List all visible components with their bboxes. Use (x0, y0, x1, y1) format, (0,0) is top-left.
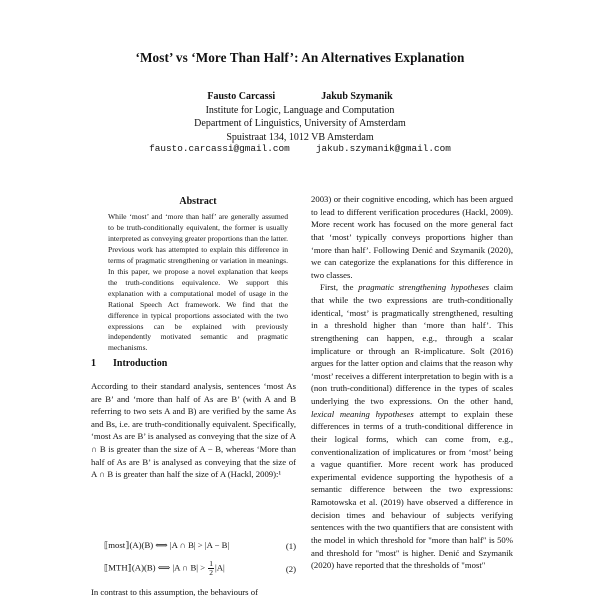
section-heading-introduction (91, 358, 296, 369)
abstract-heading: Abstract (179, 196, 217, 207)
author-2: Jakub Szymanik (321, 91, 393, 102)
author-names (0, 90, 600, 104)
fraction-numerator: 1 (209, 559, 214, 568)
equation-1-expression: ⟦most⟧(A)(B) ⟺ |A ∩ B| > |A − B| (104, 540, 230, 550)
section-title: Introduction (113, 358, 168, 369)
affiliation-address: Spuistraat 134, 1012 VB Amsterdam (226, 131, 374, 143)
intro-continuation: In contrast to this assumption, the behaviours of (91, 587, 258, 597)
equation-2-expression (91, 560, 282, 577)
section-number: 1 (91, 358, 96, 369)
equation-2-rhs: |A| (215, 562, 225, 573)
intro-paragraph: According to their standard analysis, sentences ‘most As are B’ and ‘more than half of As are B’ (with A and B referring to two sets A and B) are verified by the same As and Bs, i.e. are truth-conditionally equivalent. Specifically, ‘most As are B’ is analysed as conveying that the size of A ∩ B is greater than the size of A − B, whereas ‘More than half of As are B’ is analysed as conveying that the size of A ∩ B is greater than half the size of A (Hackl, 2009):¹ (91, 381, 296, 480)
email-1: fausto.carcassi@gmail.com (149, 143, 290, 154)
email-2: jakub.szymanik@gmail.com (315, 143, 451, 154)
right-paragraph-1: 2003) or their cognitive encoding, which has been argued to lead to different verification procedures (Hackl, 2009). More recent work has focused on the more general fact that ‘most’ typically conveys proportions higher than ‘more than half’. Following Denić and Szymanik (2020), we can categorize the explanations for this difference in two classes. (311, 194, 513, 280)
paper-title: ‘Most’ vs ‘More Than Half’: An Alternatives Explanation (135, 50, 465, 65)
term-pragmatic-strengthening: pragmatic strengthening hypotheses (358, 282, 489, 293)
abstract-text: While ‘most’ and ‘more than half’ are generally assumed to be truth-conditionally equivalent, the former is usually interpreted as conveying greater proportions than the latter. Previous work has attempted to explain this difference in terms of pragmatic strengthening or variation in meanings. In this paper, we propose a novel explanation that keeps the truth-conditions equivalence. We support this explanation with a computational model of usage in the Rational Speech Act framework. We find that the difference in typical proportions associated with the two expressions can be explained with previously independently motivated semantic and pragmatic mechanisms. (108, 212, 288, 353)
right-paragraph-2 (311, 281, 513, 571)
para2-text-c: attempt to explain these differences in terms of a truth-conditional difference in their logical forms, which can come from, e.g., conventionalization of implicatures or from ‘most’ being a vague quantifier. More recent work has produced experimental evidence supporting the hypothesis of a semantic difference between the two expressions: Ramotowska et al. (2019) have observed a difference in decision times and behaviour of subjects verifying sentences with the two quantifiers that are consistent with the model in which threshold for "more than half" is 50% and threshold for "most" is higher. Denić and Szymanik (2020) have reported that the thresholds of "most" (311, 408, 513, 571)
para2-text-a: First, the (320, 282, 359, 293)
equation-1-number: (1) (285, 540, 296, 551)
equation-2-number: (2) (285, 563, 296, 574)
affiliation-department: Department of Linguistics, University of Amsterdam (194, 118, 406, 130)
author-block (0, 90, 600, 144)
affiliation-institute: Institute for Logic, Language and Computation (205, 104, 395, 116)
equation-2 (91, 560, 296, 577)
equation-2-fraction (208, 560, 214, 577)
author-1: Fausto Carcassi (207, 91, 276, 102)
equation-1 (91, 540, 296, 551)
author-emails (0, 143, 600, 154)
para2-text-b: claim that while the two expressions are truth-conditionally identical, ‘most’ is pragmatically strengthened, resulting in a threshold higher than ‘more than half’. This strengthening can happen, e.g., through a scalar implicature or through an R-implicature. Solt (2016) argues for the latter option and claims that the reason why ‘most’ receives a different interpretation to begin with is a (non truth-conditional) difference in the types of scales underlying the two expressions. On the other hand, (311, 282, 514, 406)
right-column (311, 193, 513, 572)
fraction-denominator: 2 (209, 568, 214, 577)
equation-2-lhs: ⟦MTH⟧(A)(B) ⟺ |A ∩ B| > (104, 562, 206, 573)
term-lexical-meaning: lexical meaning hypotheses (311, 408, 414, 419)
